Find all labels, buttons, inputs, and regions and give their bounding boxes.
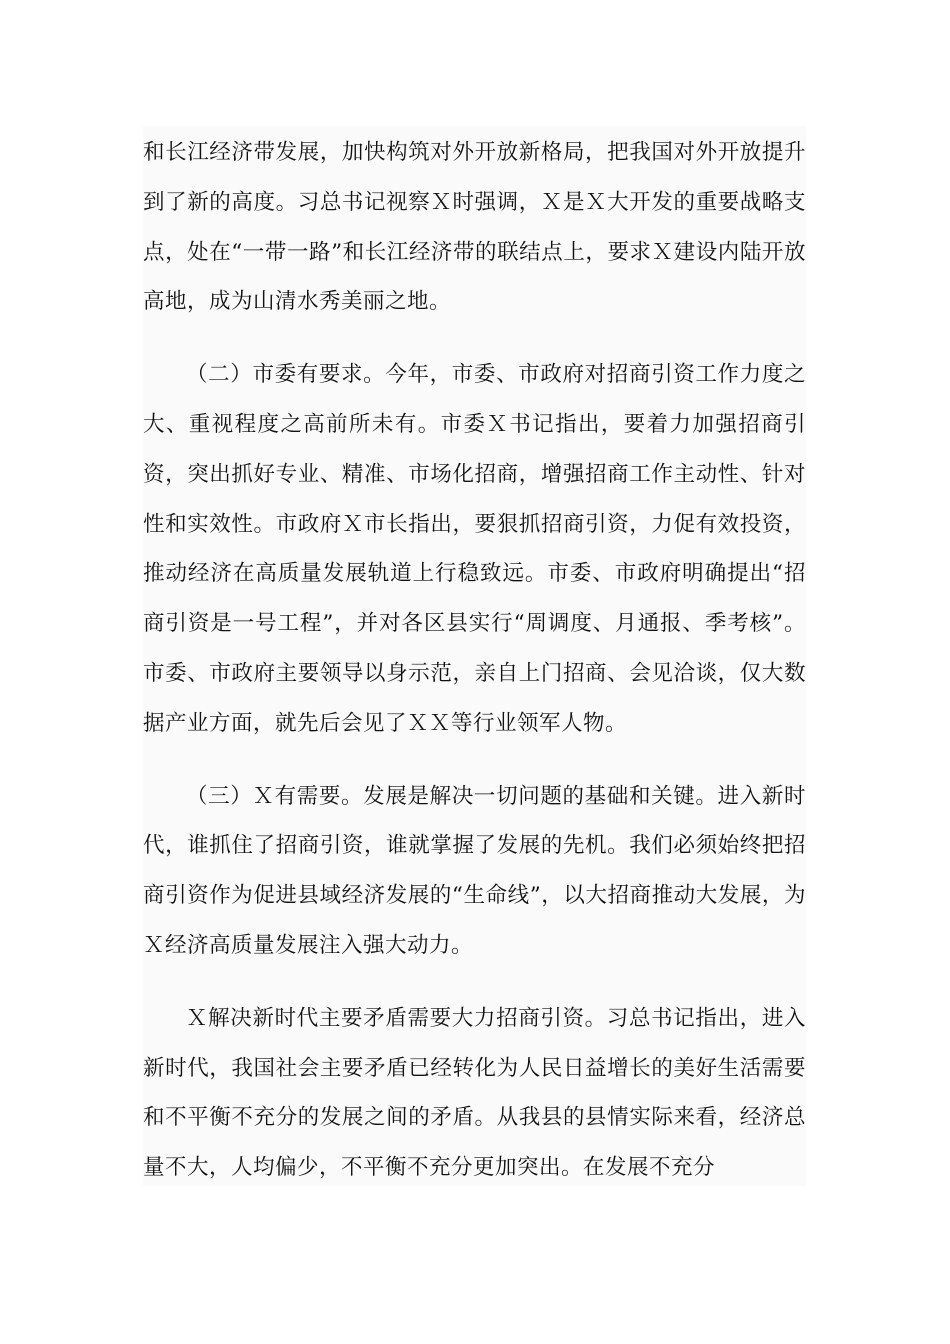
paragraph-2: （二）市委有要求。今年，市委、市政府对招商引资工作力度之大、重视程度之高前所未有。市委Ｘ书记指出，要着力加强招商引资，突出抓好专业、精准、市场化招商，增强招商工作主动性、针对性和实效性。市政府Ｘ市长指出，要狠抓招商引资，力促有效投资，推动经济在高质量发展轨道上行稳致远。市委、市政府明确提出“招商引资是一号工程”，并对各区县实行“周调度、月通报、季考核”。市委、市政府主要领导以身示范，亲自上门招商、会见洽谈，仅大数据产业方面，就先后会见了ＸＸ等行业领军人物。 (143, 362, 806, 736)
paragraph-3: （三）Ｘ有需要。发展是解决一切问题的基础和关键。进入新时代，谁抓住了招商引资，谁就掌握了发展的先机。我们必须始终把招商引资作为促进县域经济发展的“生命线”，以大招商推动大发展，为Ｘ经济高质量发展注入强大动力。 (143, 783, 806, 958)
paragraph-4: Ｘ解决新时代主要矛盾需要大力招商引资。习总书记指出，进入新时代，我国社会主要矛盾已经转化为人民日益增长的美好生活需要和不平衡不充分的发展之间的矛盾。从我县的县情实际来看，经济总量不大，人均偏少，不平衡不充分更加突出。在发展不充分 (143, 1005, 806, 1181)
document-body (143, 126, 806, 1186)
paragraph-1: 和长江经济带发展，加快构筑对外开放新格局，把我国对外开放提升到了新的高度。习总书记视察Ｘ时强调，Ｘ是Ｘ大开发的重要战略支点，处在“一带一路”和长江经济带的联结点上，要求Ｘ建设内陆开放高地，成为山清水秀美丽之地。 (143, 140, 806, 315)
